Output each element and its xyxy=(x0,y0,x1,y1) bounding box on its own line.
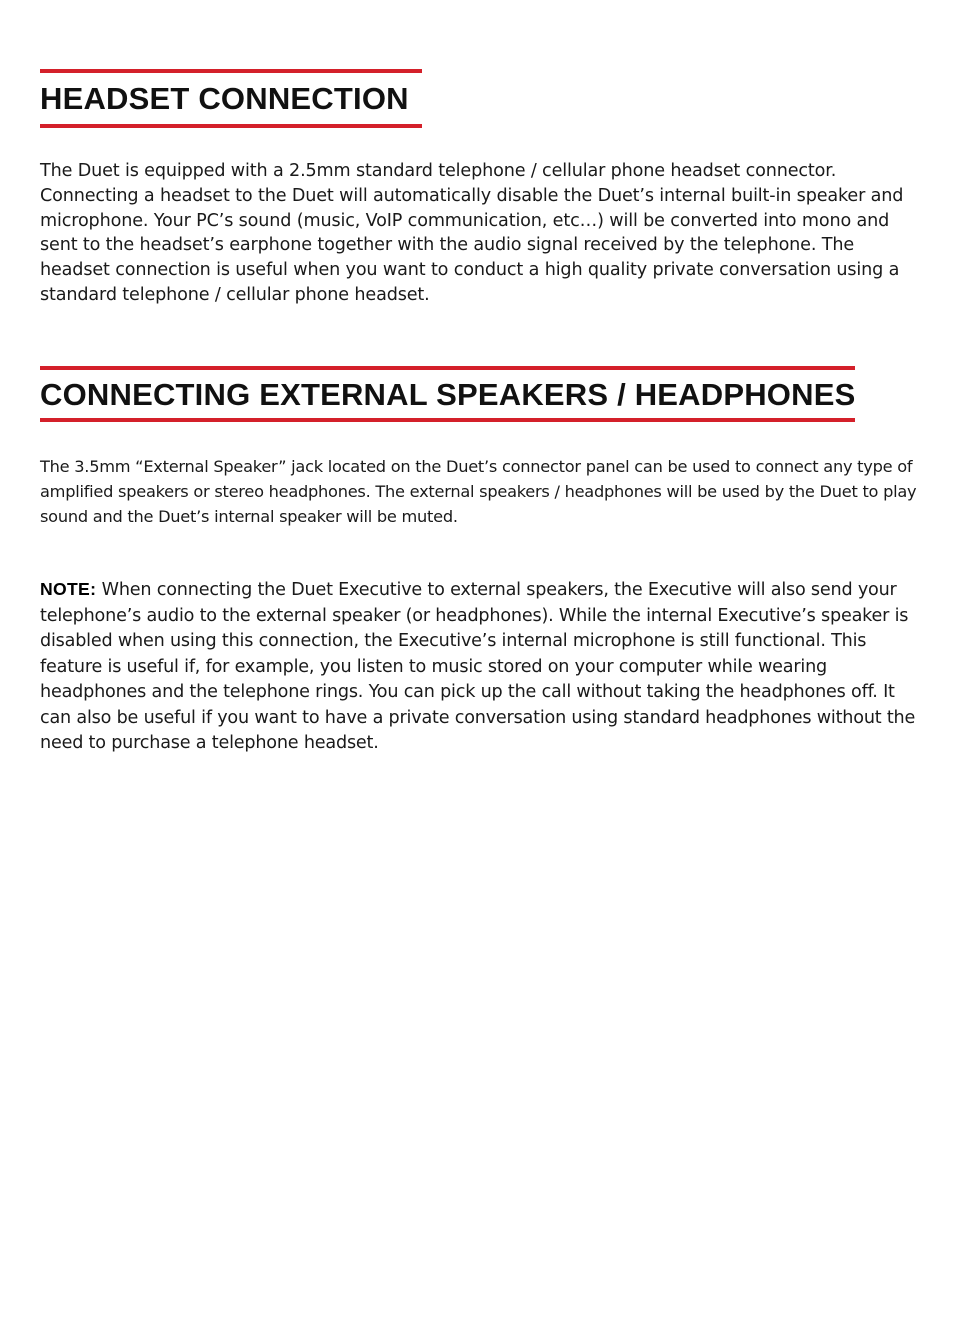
note-label: NOTE: xyxy=(40,579,97,599)
section-title: CONNECTING EXTERNAL SPEAKERS / HEADPHONES xyxy=(40,377,856,412)
section-body-external-speakers: The 3.5mm “External Speaker” jack located on the Duet’s connector panel can be used to connect any type of amplified speakers or stereo headphones. The external speakers / headphones will be used by the Duet to play sound and the Duet’s internal speaker will be muted. xyxy=(40,457,917,526)
section-heading-external-speakers xyxy=(40,366,855,422)
section-heading-headset-connection xyxy=(40,69,422,128)
section-body-headset-connection: The Duet is equipped with a 2.5mm standard telephone / cellular phone headset connector. Connecting a headset to the Duet will automatically disable the Duet’s internal built-in speaker and microphone. Your PC’s sound (music, VoIP communication, etc…) will be converted into mono and sent to the headset’s earphone together with the audio signal received by the telephone. The headset connection is useful when you want to conduct a high quality private conversation using a standard telephone / cellular phone headset. xyxy=(40,161,904,305)
section-title: HEADSET CONNECTION xyxy=(40,81,409,116)
note-paragraph xyxy=(40,577,925,757)
note-text: When connecting the Duet Executive to external speakers, the Executive will also send your telephone’s audio to the external speaker (or headphones). While the internal Executive’s speaker is disabled when using this connection, the Executive’s internal microphone is still functional. This feature is useful if, for example, you listen to music stored on your computer while wearing headphones and the telephone rings. You can pick up the call without taking the headphones off. It can also be useful if you want to have a private conversation using standard headphones without the need to purchase a telephone headset. xyxy=(40,580,916,753)
